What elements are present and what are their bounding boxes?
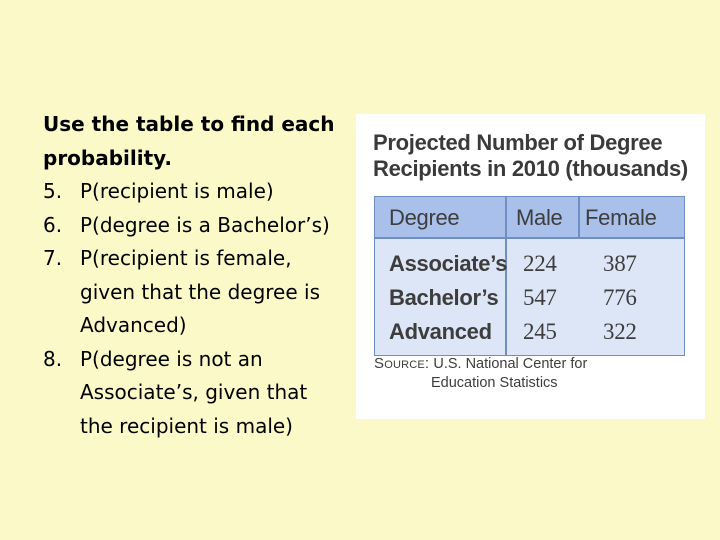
question-list	[43, 175, 363, 443]
question-block	[43, 108, 363, 443]
header-degree: Degree	[389, 205, 460, 230]
table-title-line-1: Projected Number of Degree	[373, 130, 663, 155]
question-text-line: given that the degree is	[80, 279, 320, 304]
row-label-associates: Associate’s	[389, 251, 508, 276]
question-number: 5.	[43, 179, 63, 203]
source-label: Source:	[374, 355, 430, 372]
header-female: Female	[585, 205, 657, 230]
question-text-line: Associate’s, given that	[80, 380, 308, 404]
row-label-advanced: Advanced	[389, 319, 492, 344]
header-male: Male	[516, 205, 563, 230]
question-item-6	[43, 209, 363, 243]
question-item-5	[43, 175, 363, 209]
question-text-line: P(degree is not an	[80, 346, 263, 371]
question-item-7	[43, 242, 363, 343]
column-divider	[578, 197, 580, 237]
source-line-1: U.S. National Center for	[433, 356, 588, 372]
question-number: 8.	[43, 346, 63, 371]
cell-advanced-male: 245	[523, 319, 557, 344]
heading-line-2: probability.	[43, 145, 172, 170]
table-title-line-2: Recipients in 2010 (thousands)	[373, 156, 688, 181]
cell-bachelors-female: 776	[603, 285, 637, 310]
table-source	[374, 354, 694, 393]
question-heading	[43, 108, 363, 175]
question-text-line: Advanced)	[80, 313, 187, 337]
question-item-8	[43, 343, 363, 444]
cell-associates-female: 387	[603, 251, 637, 276]
question-text-line: P(recipient is male)	[80, 179, 274, 203]
question-text-line: the recipient is male)	[80, 413, 293, 438]
question-text-line: P(recipient is female,	[80, 246, 292, 270]
question-text-line: P(degree is a Bachelor’s)	[80, 212, 330, 237]
cell-advanced-female: 322	[603, 319, 637, 344]
question-number: 7.	[43, 246, 63, 270]
table-title	[373, 130, 693, 182]
source-line-2: Education Statistics	[431, 375, 558, 391]
cell-bachelors-male: 547	[523, 285, 557, 310]
degree-table-figure	[356, 114, 705, 419]
heading-line-1: Use the table to find each	[43, 112, 335, 136]
degree-table	[374, 196, 685, 356]
cell-associates-male: 224	[523, 251, 557, 276]
question-number: 6.	[43, 212, 63, 237]
row-label-bachelors: Bachelor’s	[389, 285, 499, 310]
